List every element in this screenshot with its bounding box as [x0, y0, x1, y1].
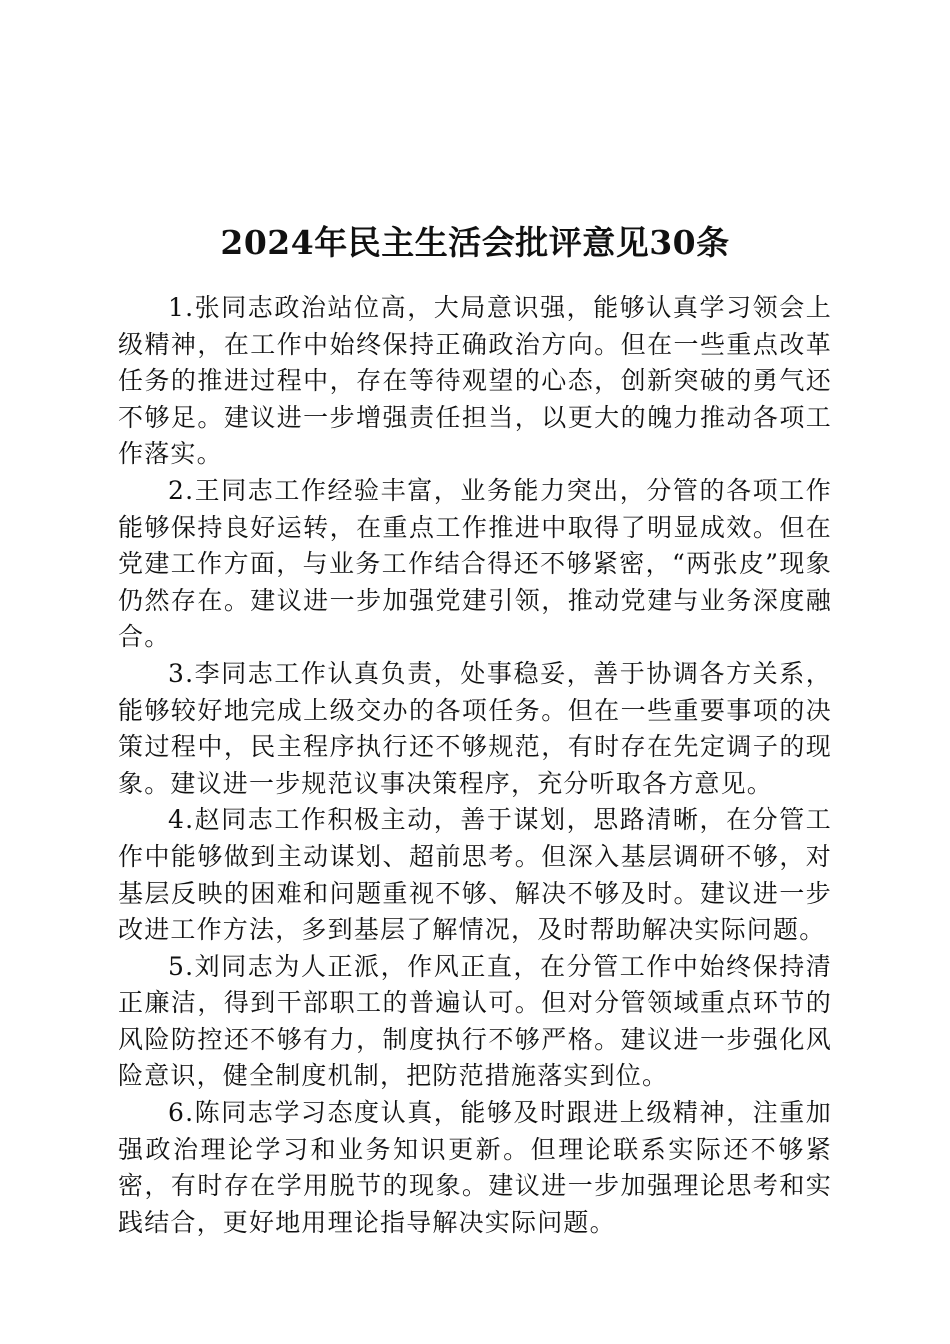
document-body: [118, 290, 832, 1241]
paragraph-3: 3.李同志工作认真负责，处事稳妥，善于协调各方关系，能够较好地完成上级交办的各项任务。但在一些重要事项的决策过程中，民主程序执行还不够规范，有时存在先定调子的现象。建议进一步规范议事决策程序，充分听取各方意见。: [118, 658, 832, 798]
document-title: 2024年民主生活会批评意见30条: [220, 223, 730, 263]
paragraph-4: 4.赵同志工作积极主动，善于谋划，思路清晰，在分管工作中能够做到主动谋划、超前思考。但深入基层调研不够，对基层反映的困难和问题重视不够、解决不够及时。建议进一步改进工作方法，多到基层了解情况，及时帮助解决实际问题。: [118, 805, 832, 945]
paragraph-5: 5.刘同志为人正派，作风正直，在分管工作中始终保持清正廉洁，得到干部职工的普遍认可。但对分管领域重点环节的风险防控还不够有力，制度执行不够严格。建议进一步强化风险意识，健全制度机制，把防范措施落实到位。: [118, 951, 832, 1091]
paragraph-1: 1.张同志政治站位高，大局意识强，能够认真学习领会上级精神，在工作中始终保持正确政治方向。但在一些重点改革任务的推进过程中，存在等待观望的心态，创新突破的勇气还不够足。建议进一步增强责任担当，以更大的魄力推动各项工作落实。: [118, 293, 832, 469]
paragraph-2: 2.王同志工作经验丰富，业务能力突出，分管的各项工作能够保持良好运转，在重点工作推进中取得了明显成效。但在党建工作方面，与业务工作结合得还不够紧密，“两张皮”现象仍然存在。建议进一步加强党建引领，推动党建与业务深度融合。: [118, 475, 832, 652]
paragraph-6: 6.陈同志学习态度认真，能够及时跟进上级精神，注重加强政治理论学习和业务知识更新。但理论联系实际还不够紧密，有时存在学用脱节的现象。建议进一步加强理论思考和实践结合，更好地用理论指导解决实际问题。: [118, 1098, 832, 1237]
